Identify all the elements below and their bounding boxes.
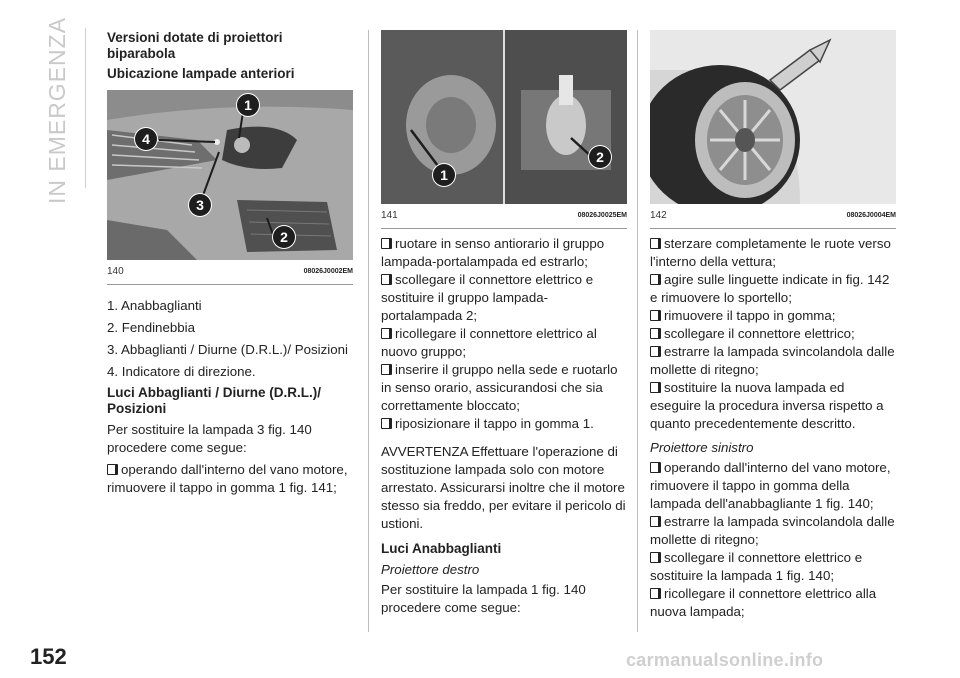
subheading-right-headlamp: Proiettore destro [381, 562, 480, 577]
bullet-item: ruotare in senso antiorario il gruppo lampada-portalampada ed estrarlo; [381, 235, 627, 271]
warning-text: AVVERTENZA Effettuare l'operazione di sostituzione lampada solo con motore arrestato. Assicurarsi inoltre che il motore stesso sia freddo, per evitare il pericolo di ustioni. [381, 444, 626, 531]
watermark: carmanualsonline.info [626, 650, 824, 670]
figure-number: 141 [381, 210, 398, 221]
figure-140 [107, 90, 353, 285]
paragraph: Per sostituire la lampada 1 fig. 140 procedere come segue: [381, 582, 586, 615]
car-front-illustration [107, 90, 353, 260]
list-item: 4. Indicatore di direzione. [107, 364, 256, 379]
figure-caption [107, 260, 353, 285]
figure-number: 140 [107, 266, 124, 277]
legend-list [107, 297, 353, 381]
wheel-illustration [650, 30, 896, 204]
bullet-item: sterzare completamente le ruote verso l'interno della vettura; [650, 235, 896, 271]
figure-code: 08026J0004EM [846, 212, 896, 219]
bullet-item: rimuovere il tappo in gomma; [650, 307, 896, 325]
list-item: 2. Fendinebbia [107, 320, 195, 335]
bullet-item: scollegare il connettore elettrico; [650, 325, 896, 343]
heading-location: Ubicazione lampade anteriori [107, 66, 295, 81]
heading-high-beam: Luci Abbaglianti / Diurne (D.R.L.)/ Posizioni [107, 385, 321, 416]
lamp-holder-illustration [381, 30, 627, 204]
bullet-item: ricollegare il connettore elettrico al nuovo gruppo; [381, 325, 627, 361]
figure-number: 142 [650, 210, 667, 221]
bullet-item: scollegare il connettore elettrico e sostituire la lampada 1 fig. 140; [650, 549, 896, 585]
column-3 [650, 30, 896, 621]
bullet-list [650, 235, 896, 433]
bullet-list [381, 235, 627, 433]
subheading-left-headlamp: Proiettore sinistro [650, 440, 754, 455]
bullet-item: estrarre la lampada svincolandola dalle mollette di ritegno; [650, 514, 895, 547]
bullet-item: operando dall'interno del vano motore, rimuovere il tappo in gomma della lampada dell'anabbagliante 1 fig. 140; [650, 459, 896, 513]
list-item: 3. Abbaglianti / Diurne (D.R.L.)/ Posizioni [107, 342, 348, 357]
bullet-item: riposizionare il tappo in gomma 1. [381, 415, 627, 433]
bullet-item: ricollegare il connettore elettrico alla nuova lampada; [650, 585, 896, 621]
marker-2: 2 [589, 146, 611, 168]
marker-1: 1 [237, 94, 259, 116]
wheel-arch-photo [650, 30, 896, 204]
figure-caption [381, 204, 627, 229]
marker-3: 3 [189, 194, 211, 216]
heading-low-beam: Luci Anabbaglianti [381, 541, 502, 556]
side-divider [85, 28, 86, 188]
figure-142 [650, 30, 896, 229]
bullet-list [650, 459, 896, 621]
marker-4: 4 [135, 128, 157, 150]
paragraph: Per sostituire la lampada 3 fig. 140 procedere come segue: [107, 422, 312, 455]
page-number: 152 [30, 644, 67, 669]
figure-code: 08026J0002EM [303, 268, 353, 275]
column-divider [368, 30, 369, 632]
heading-versions: Versioni dotate di proiettori biparabola [107, 30, 283, 61]
section-side-title: IN EMERGENZA [44, 16, 71, 204]
figure-141 [381, 30, 627, 229]
column-divider [637, 30, 638, 632]
bullet-item: operando dall'interno del vano motore, rimuovere il tappo in gomma 1 fig. 141; [107, 461, 353, 497]
figure-caption [650, 204, 896, 229]
bullet-item: sostituire la nuova lampada ed eseguire la procedura inversa rispetto a quanto precedentemente descritto. [650, 379, 896, 433]
bullet-item: agire sulle linguette indicate in fig. 142 e rimuovere lo sportello; [650, 271, 896, 307]
marker-1: 1 [433, 164, 455, 186]
engine-bay-photo [381, 30, 627, 204]
column-2 [381, 30, 627, 621]
bullet-item: inserire il gruppo nella sede e ruotarlo in senso orario, assicurandosi che sia correttamente bloccato; [381, 361, 627, 415]
figure-code: 08026J0025EM [577, 212, 627, 219]
marker-2: 2 [273, 226, 295, 248]
bullet-item: estrarre la lampada svincolandola dalle mollette di ritegno; [650, 344, 895, 377]
column-1 [107, 30, 353, 497]
headlight-photo [107, 90, 353, 260]
bullet-item: scollegare il connettore elettrico e sostituire il gruppo lampada-portalampada 2; [381, 271, 627, 325]
list-item: 1. Anabbaglianti [107, 298, 202, 313]
